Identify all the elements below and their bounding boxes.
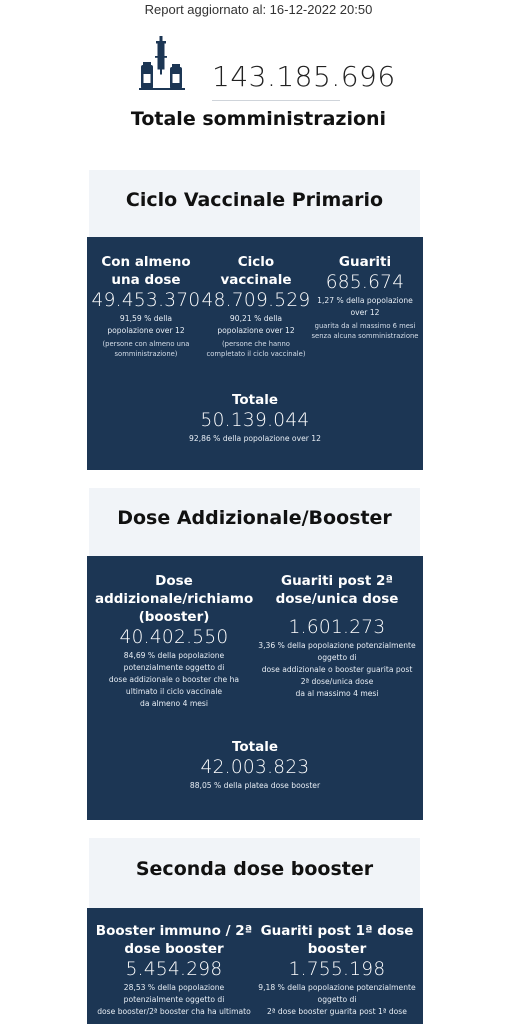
card-subtitle: 84,69 % della popolazione potenzialmente oggetto di dose addizionale o booster che ha ultimato il ciclo vaccinale da almeno 4 mesi — [108, 651, 240, 708]
total-title: Totale — [231, 392, 279, 408]
card-subtitle: 3,36 % della popolazione potenzialmente oggetto di dose addizionale o booster guarita post 2ª dose/unica dose da al massimo 4 mesi — [258, 641, 416, 698]
card-subtitle: 90,21 % della popolazione over 12 — [217, 314, 295, 335]
primary-total-card — [87, 391, 423, 445]
immuno-booster-card — [95, 922, 253, 1018]
hero-summary — [0, 34, 517, 134]
recovered-post-booster-card — [255, 922, 419, 1018]
primary-cycle-panel — [87, 237, 423, 470]
card-note: (persone che hanno completato il ciclo vaccinale) — [206, 340, 306, 358]
total-administrations-number: 143.185.696 — [212, 60, 396, 93]
booster-total-card — [87, 738, 423, 792]
card-note: (persone con almeno una somministrazione) — [102, 340, 190, 358]
card-subtitle: 91,59 % della popolazione over 12 — [107, 314, 185, 335]
second-booster-panel — [87, 908, 423, 1024]
total-title: Totale — [231, 739, 279, 755]
card-number: 5.454.298 — [125, 959, 223, 980]
booster-panel — [87, 556, 423, 820]
card-title: Guariti — [338, 254, 392, 270]
card-title: Guariti post 2ª dose/unica dose — [275, 573, 399, 607]
card-title: Dose addizionale/richiamo (booster) — [95, 573, 254, 625]
card-number: 1.755.198 — [288, 959, 386, 980]
second-booster-heading: Seconda dose booster — [89, 838, 420, 908]
vaccination-cycle-card — [201, 253, 311, 359]
vaccine-vials-icon — [139, 36, 185, 90]
total-administrations-label: Totale somministrazioni — [130, 108, 387, 130]
card-number: 48.709.529 — [201, 290, 311, 311]
total-subtitle: 92,86 % della popolazione over 12 — [189, 434, 321, 443]
card-number: 40.402.550 — [119, 627, 229, 648]
total-subtitle: 88,05 % della platea dose booster — [189, 781, 321, 790]
hero-divider — [212, 100, 340, 101]
card-number: 49.453.370 — [91, 290, 201, 311]
at-least-one-dose-card — [87, 253, 205, 359]
card-number: 1.601.273 — [288, 617, 386, 638]
card-note: guarita da al massimo 6 mesi senza alcuna somministrazione — [311, 322, 419, 340]
booster-dose-card — [95, 572, 253, 710]
report-updated-label: Report aggiornato al: 16-12-2022 20:50 — [144, 2, 373, 17]
total-number: 42.003.823 — [200, 757, 310, 778]
card-title: Booster immuno / 2ª dose booster — [95, 923, 253, 957]
card-number: 685.674 — [325, 272, 405, 293]
card-title: Guariti post 1ª dose booster — [260, 923, 414, 957]
card-subtitle: 9,18 % della popolazione potenzialmente oggetto di 2ª dose booster guarita post 1ª dose — [258, 983, 416, 1016]
recovered-card — [307, 253, 423, 341]
card-title: Ciclo vaccinale — [220, 254, 292, 288]
primary-cycle-heading: Ciclo Vaccinale Primario — [89, 170, 420, 237]
card-subtitle: 1,27 % della popolazione over 12 — [317, 296, 413, 317]
total-number: 50.139.044 — [200, 410, 310, 431]
recovered-post-dose-card — [255, 572, 419, 700]
card-title: Con almeno una dose — [101, 254, 191, 288]
card-subtitle: 28,53 % della popolazione potenzialmente oggetto di dose booster/2ª booster cha ha ultimato — [97, 983, 251, 1016]
booster-heading: Dose Addizionale/Booster — [89, 488, 420, 556]
